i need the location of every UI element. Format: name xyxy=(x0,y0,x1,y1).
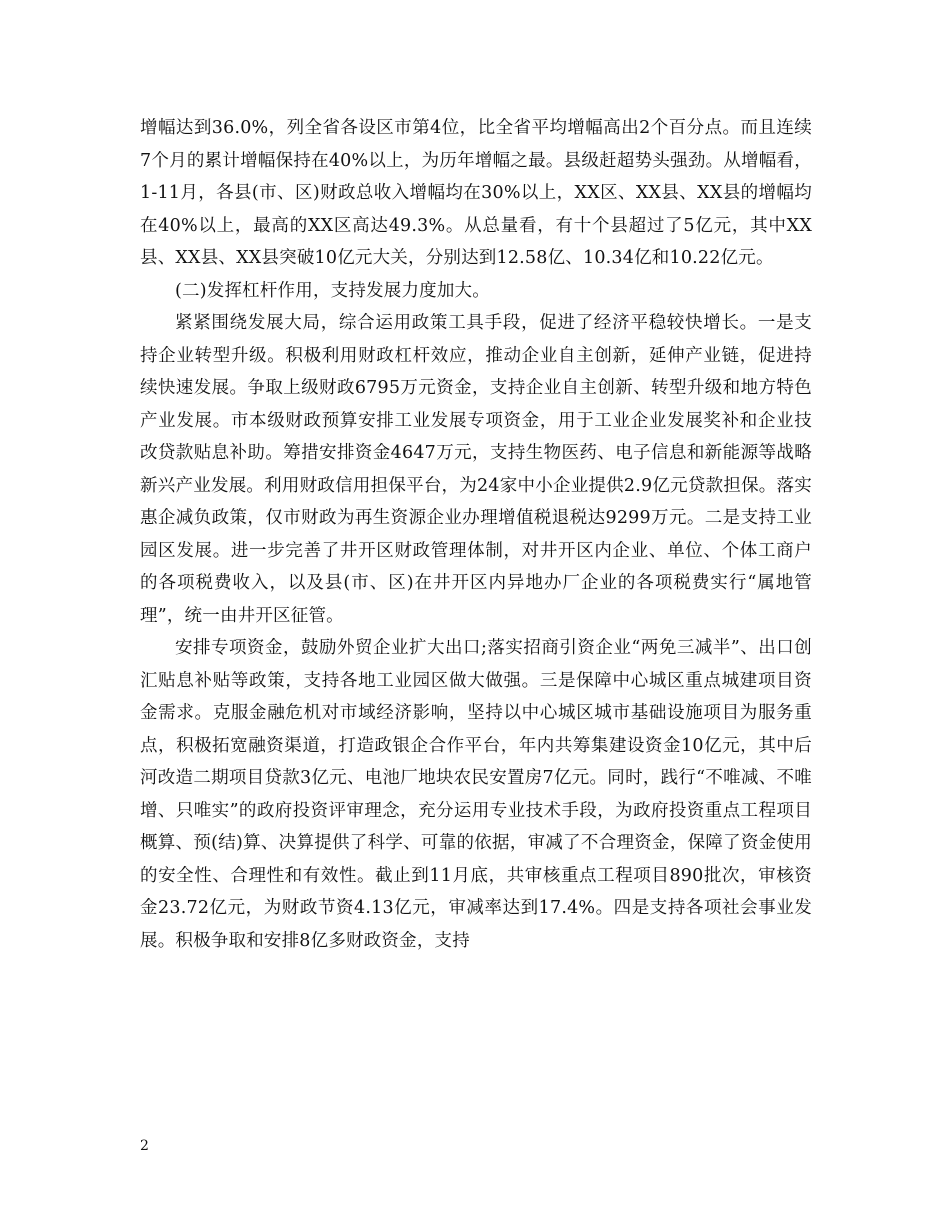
paragraph-special-funds: 安排专项资金，鼓励外贸企业扩大出口;落实招商引资企业“两免三减半”、出口创汇贴息补贴等政策，支持各地工业园区做大做强。三是保障中心城区重点城建项目资金需求。克服金融危机对市域经济影响，坚持以中心城区城市基础设施项目为服务重点，积极拓宽融资渠道，打造政银企合作平台，年内共筹集建设资金10亿元，其中后河改造二期项目贷款3亿元、电池厂地块农民安置房7亿元。同时，践行“不唯减、不唯增、只唯实”的政府投资评审理念，充分运用专业技术手段，为政府投资重点工程项目概算、预(结)算、决算提供了科学、可靠的依据，审减了不合理资金，保障了资金使用的安全性、合理性和有效性。截止到11月底，共审核重点工程项目890批次，审核资金23.72亿元，为财政节资4.13亿元，审减率达到17.4%。四是支持各项社会事业发展。积极争取和安排8亿多财政资金，支持 xyxy=(140,638,812,951)
section-heading: (二)发挥杠杆作用，支持发展力度加大。 xyxy=(175,280,490,301)
page-number: 2 xyxy=(140,1138,149,1154)
paragraph-revenue-growth: 增幅达到36.0%，列全省各设区市第4位，比全省平均增幅高出2个百分点。而且连续7个月的累计增幅保持在40%以上，为历年增幅之最。县级赶超势头强劲。从增幅看，1-11月，各县(市、区)财政总收入增幅均在30%以上，XX区、XX县、XX县的增幅均在40%以上，最高的XX区高达49.3%。从总量看，有十个县超过了5亿元，其中XX县、XX县、XX县突破10亿元大关，分别达到12.58亿、10.34亿和10.22亿元。 xyxy=(140,118,812,268)
paragraph-enterprise-support: 紧紧围绕发展大局，综合运用政策工具手段，促进了经济平稳较快增长。一是支持企业转型升级。积极利用财政杠杆效应，推动企业自主创新，延伸产业链，促进持续快速发展。争取上级财政6795万元资金，支持企业自主创新、转型升级和地方特色产业发展。市本级财政预算安排工业发展专项资金，用于工业企业发展奖补和企业技改贷款贴息补助。筹措安排资金4647万元，支持生物医药、电子信息和新能源等战略新兴产业发展。利用财政信用担保平台，为24家中小企业提供2.9亿元贷款担保。落实惠企减负政策，仅市财政为再生资源企业办理增值税退税达9299万元。二是支持工业园区发展。进一步完善了井开区财政管理体制，对井开区内企业、单位、个体工商户的各项税费收入，以及县(市、区)在井开区内异地办厂企业的各项税费实行“属地管理”，统一由井开区征管。 xyxy=(140,313,812,626)
document-body xyxy=(140,112,812,957)
